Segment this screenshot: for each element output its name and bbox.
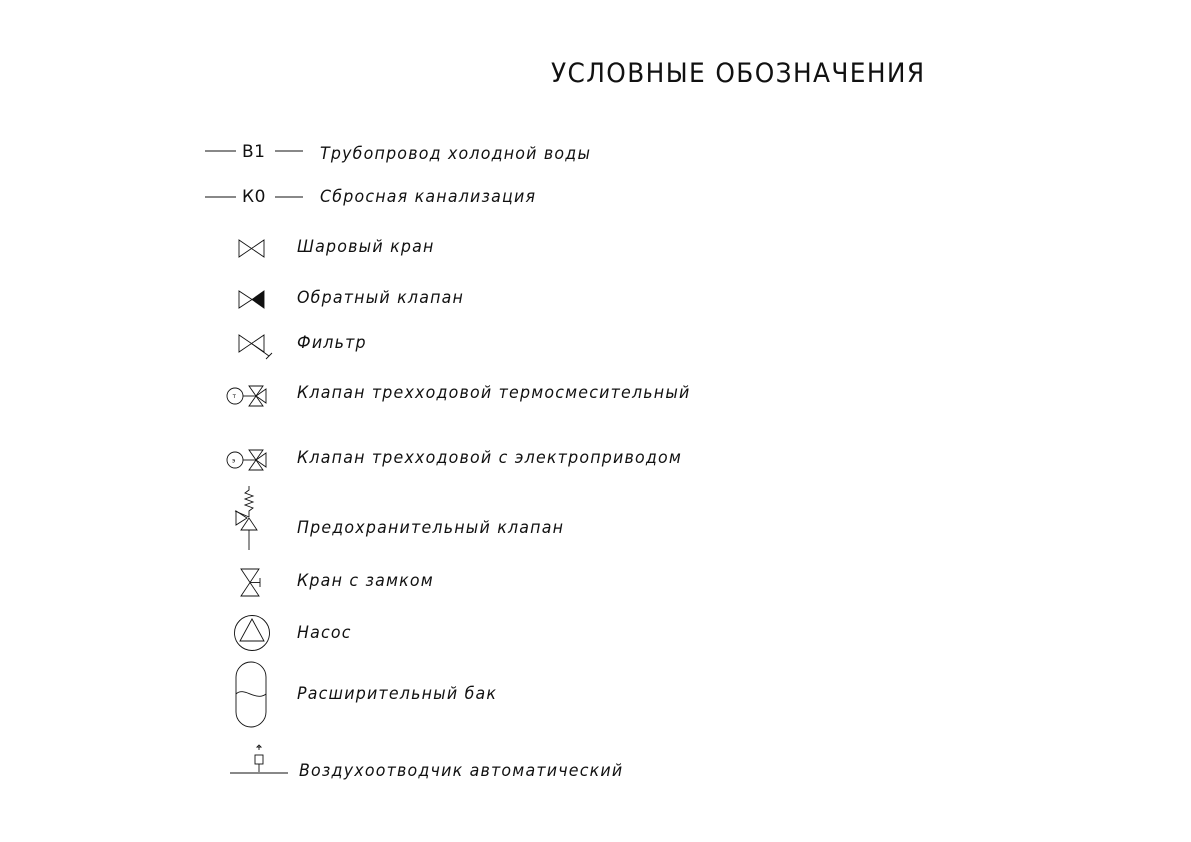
- ball-valve-icon: [238, 239, 268, 259]
- legend-label: Воздухоотводчик автоматический: [299, 761, 624, 781]
- legend-label: Предохранительный клапан: [297, 518, 565, 538]
- svg-text:т: т: [232, 393, 236, 400]
- legend-label: Клапан трехходовой термосмесительный: [297, 383, 691, 403]
- safety-valve-icon: [233, 486, 263, 552]
- legend-label: Фильтр: [297, 333, 367, 353]
- filter-icon: [238, 334, 278, 362]
- legend-label: Насос: [297, 623, 352, 643]
- legend-label: Сбросная канализация: [320, 187, 537, 207]
- pipe-code: В1: [242, 142, 266, 162]
- expansion-tank-icon: [234, 660, 270, 730]
- legend-label: Клапан трехходовой с электроприводом: [297, 448, 683, 468]
- legend-label: Обратный клапан: [297, 288, 465, 308]
- air-vent-icon: [228, 745, 292, 777]
- check-valve-icon: [238, 290, 268, 310]
- thermostatic-three-way-valve-icon: [225, 383, 270, 411]
- pipe-code: К0: [242, 187, 266, 207]
- pump-icon: [232, 614, 272, 654]
- motorized-three-way-valve-icon: [225, 447, 270, 475]
- legend-label: Кран с замком: [297, 571, 434, 591]
- lockable-valve-icon: [238, 568, 268, 600]
- page-title: УСЛОВНЫЕ ОБОЗНАЧЕНИЯ: [551, 58, 926, 89]
- legend-label: Расширительный бак: [297, 684, 498, 704]
- svg-text:э: э: [232, 457, 236, 465]
- legend-label: Трубопровод холодной воды: [320, 144, 592, 164]
- legend-label: Шаровый кран: [297, 237, 435, 257]
